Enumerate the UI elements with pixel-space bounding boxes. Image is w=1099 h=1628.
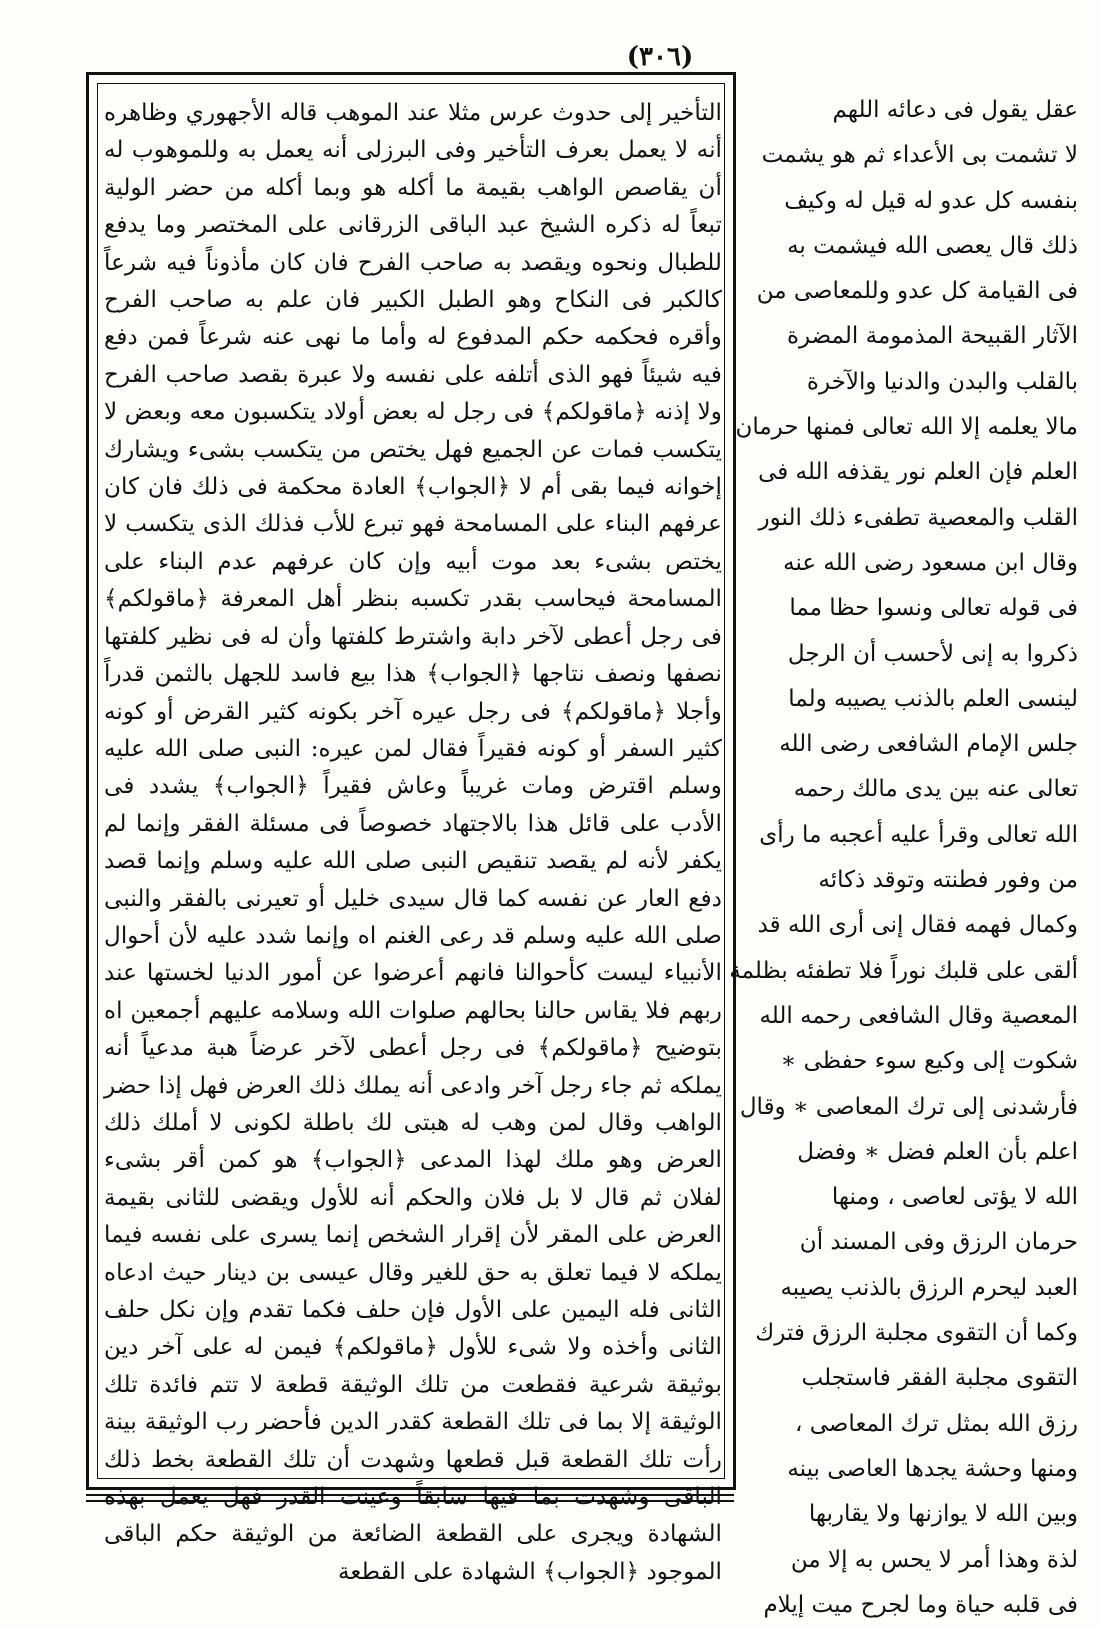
margin-line: ذلك قال يعصى الله فيشمت به (787, 232, 1078, 259)
margin-line: بنفسه كل عدو له قيل له وكيف (784, 187, 1078, 214)
margin-line: حرمان الرزق وفى المسند أن (799, 1229, 1078, 1256)
margin-line: لذة وهذا أمر لا يحس به إلا من (790, 1546, 1078, 1573)
margin-commentary (729, 88, 1078, 1618)
margin-line: لا تشمت بى الأعداء ثم هو يشمت (761, 142, 1078, 169)
margin-line: فى قوله تعالى ونسوا حظا مما (789, 595, 1078, 622)
margin-line: العلم فإن العلم نور يقذفه الله فى (758, 459, 1078, 486)
margin-line: فى قلبه حياة وما لجرح ميت إيلام (763, 1591, 1078, 1618)
margin-line: الله لا يؤتى لعاصى ، ومنها (831, 1184, 1078, 1211)
margin-line: مالا يعلمه إلا الله تعالى فمنها حرمان (735, 414, 1078, 441)
margin-line: وكمال فهمه فقال إنى أرى الله قد (757, 912, 1078, 939)
main-text-body: التأخير إلى حدوث عرس مثلا عند الموهب قاله الأجهوري وظاهره أنه لا يعمل بعرف التأخير وفى البرزلى أنه يعمل به وللموهوب له أن يقاصص الواهب بقيمة ما أكله هو وبما أكله من حضر الولية تبعاً له ذكره الشيخ عبد الباقى الزرقانى على المختصر وما يدفع للطبال ونحوه ويقصد به صاحب الفرح فان كان مأذوناً فيه شرعاً كالكبر فى النكاح وهو الطبل الكبير فان علم به صاحب الفرح وأقره فحكمه حكم المدفوع له وأما ما نهى عنه شرعاً فمن دفع فيه شيئاً فهو الذى أتلفه على نفسه ولا عبرة بقصد صاحب الفرح ولا إذنه ﴿ماقولكم﴾ فى رجل له بعض أولاد يتكسبون معه وبعض لا يتكسب فمات عن الجميع فهل يختص من يتكسب بشىء ويشارك إخوانه فيما بقى أم لا ﴿الجواب﴾ العادة محكمة فى ذلك فان كان عرفهم البناء على المسامحة فهو تبرع للأب فذلك الذى يتكسب لا يختص بشىء بعد موت أبيه وإن كان عرفهم عدم البناء على المسامحة فيحاسب بقدر تكسبه بنظر أهل المعرفة ﴿ماقولكم﴾ فى رجل أعطى لآخر دابة واشترط كلفتها وأن له فى نظير كلفتها نصفها ونصف نتاجها ﴿الجواب﴾ هذا بيع فاسد للجهل بالثمن قدراً وأجلا ﴿ماقولكم﴾ فى رجل عيره آخر بكونه كثير القرض أو كونه كثير السفر أو كونه فقيراً فقال لمن عيره: النبى صلى الله عليه وسلم اقترض ومات غريباً وعاش فقيراً ﴿الجواب﴾ يشدد فى الأدب على قائل هذا بالاجتهاد خصوصاً فى مسئلة الفقر وإنما لم يكفر لأنه لم يقصد تنقيص النبى صلى الله عليه وسلم وإنما قصد دفع العار عن نفسه كما قال سيدى خليل أو تعيرنى بالفقر والنبى صلى الله عليه وسلم قد رعى الغنم اه وإنما شدد عليه لأن أحوال الأنبياء ليست كأحوالنا فانهم أعرضوا عن أمور الدنيا لخستها عند ربهم فلا يقاس حالنا بحالهم صلوات الله وسلامه عليهم أجمعين اه بتوضيح ﴿ماقولكم﴾ فى رجل أعطى لآخر عرضاً هبة مدعياً أنه يملكه ثم جاء رجل آخر وادعى أنه يملك ذلك العرض فهل إذا حضر الواهب وقال لمن وهب له هبتى لك باطلة لكونى لا أملك ذلك العرض وهو ملك لهذا المدعى ﴿الجواب﴾ هو كمن أقر بشىء لفلان ثم قال لا بل فلان والحكم أنه للأول ويقضى للثانى بقيمة العرض على المقر لأن إقرار الشخص إنما يسرى على نفسه فيما يملكه لا فيما تعلق به حق للغير وقال عيسى بن دينار حيث ادعاه الثانى فله اليمين على الأول فإن حلف فكما تقدم وإن نكل حلف الثانى وأخذه ولا شىء للأول ﴿ماقولكم﴾ فيمن له على آخر دين بوثيقة شرعية فقطعت من تلك الوثيقة قطعة لا تتم فائدة تلك الوثيقة إلا بما فى تلك القطعة كقدر الدين فأحضر رب الوثيقة بينة رأت تلك القطعة قبل قطعها وشهدت أن تلك القطعة بخط ذلك الباقى وشهدت بما فيها سابقاً وعينت القدر فهل يعمل بهذه الشهادة ويجرى على القطعة الضائعة من الوثيقة حكم الباقى الموجود ﴿الجواب﴾ الشهادة على القطعة (104, 99, 722, 1585)
margin-line: رزق الله بمثل ترك المعاصى ، (795, 1410, 1078, 1437)
margin-line: من وفور فطنته وتوقد ذكائه (818, 867, 1078, 894)
margin-line: فى القيامة كل عدو وللمعاصى من (756, 278, 1078, 305)
margin-line: المعصية وقال الشافعى رحمه الله (759, 1002, 1078, 1029)
margin-line: شكوت إلى وكيع سوء حفظى ∗ (780, 1048, 1078, 1075)
margin-line: القلب والمعصية تطفىء ذلك النور (758, 504, 1078, 531)
margin-line: وبين الله لا يوازنها ولا يقاربها (808, 1501, 1078, 1528)
margin-line: اعلم بأن العلم فضل ∗ وفضل (797, 1138, 1078, 1165)
margin-line: وقال ابن مسعود رضى الله عنه (783, 549, 1078, 576)
page-number: (٣٠٦) (626, 42, 694, 72)
margin-line: العبد ليحرم الرزق بالذنب يصيبه (780, 1274, 1078, 1301)
margin-line: بالقلب والبدن والدنيا والآخرة (806, 368, 1078, 395)
margin-line: لينسى العلم بالذنب يصيبه ولما (788, 685, 1078, 712)
margin-line: فأرشدنى إلى ترك المعاصى ∗ وقال (739, 1093, 1078, 1120)
margin-line: ذكروا به إنى لأحسب أن الرجل (787, 640, 1078, 667)
margin-line: الآثار القبيحة المذمومة المضرة (786, 323, 1078, 350)
margin-line: التقوى مجلبة الفقر فاستجلب (801, 1365, 1078, 1392)
margin-line: عقل يقول فى دعائه اللهم (832, 97, 1078, 123)
margin-line: ألقى على قلبك نوراً فلا تطفئه بظلمة (729, 957, 1078, 984)
margin-line: تعالى عنه بين يدى مالك رحمه (793, 776, 1078, 803)
margin-line: جلس الإمام الشافعى رضى الله (779, 731, 1078, 758)
margin-line: الله تعالى وقرأ عليه أعجبه ما رأى (759, 821, 1078, 848)
margin-line: ومنها وحشة يجدها العاصى بينه (787, 1455, 1078, 1482)
margin-line: وكما أن التقوى مجلبة الرزق فترك (755, 1320, 1078, 1347)
